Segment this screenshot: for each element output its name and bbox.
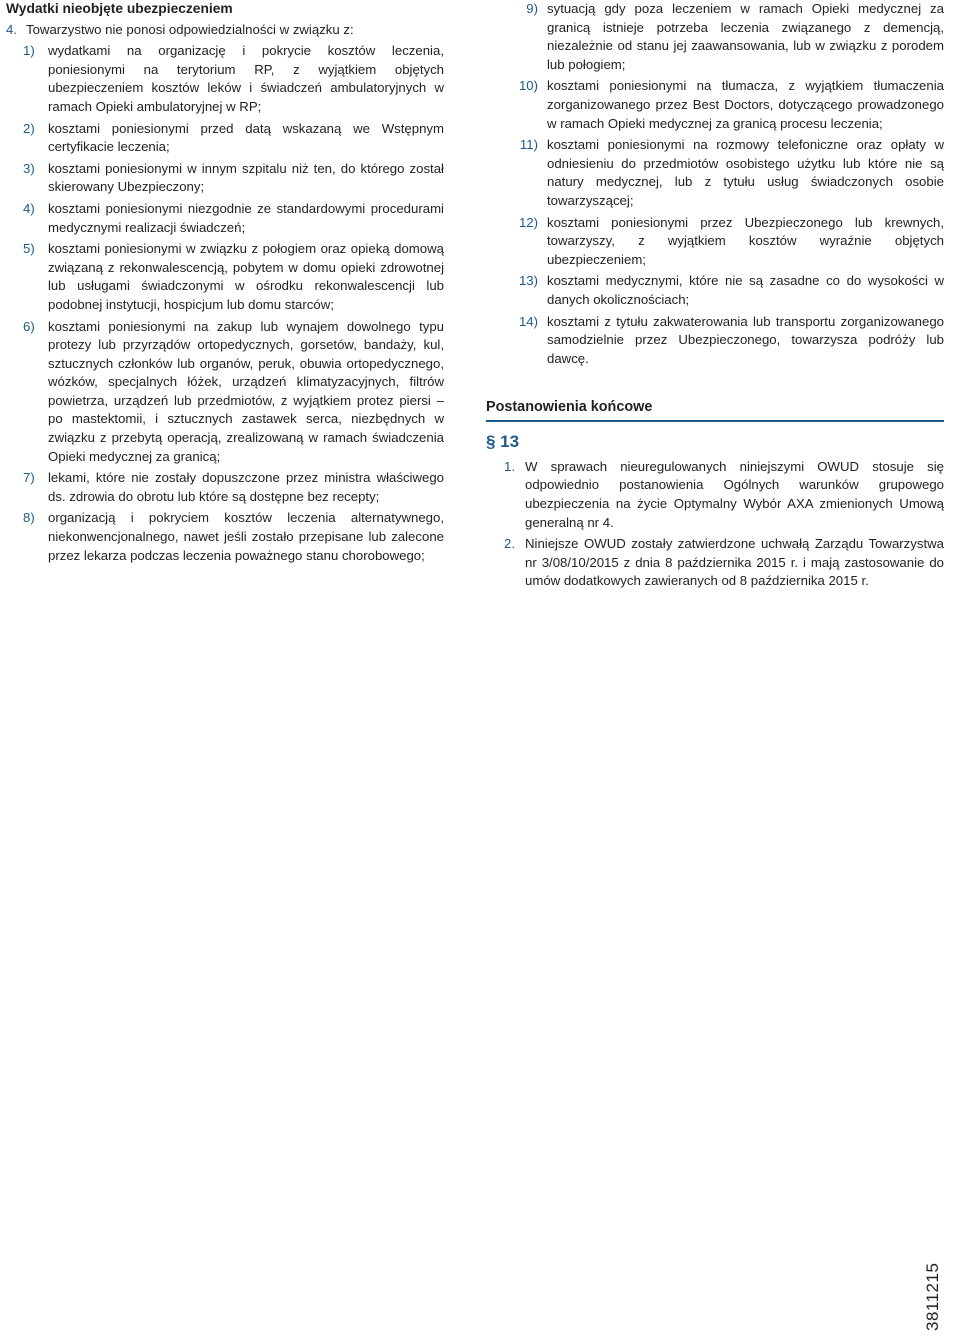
clause-intro	[6, 21, 444, 40]
clause-text: Towarzystwo nie ponosi odpowiedzialności w związku z:	[26, 21, 354, 37]
item-number: 2)	[23, 120, 35, 136]
item-text: kosztami poniesionymi niezgodnie ze standardowymi procedurami medycznymi realizacji świadczeń;	[48, 200, 444, 235]
item-number: 10)	[518, 78, 538, 94]
list-item	[6, 160, 444, 197]
item-text: sytuacją gdy poza leczeniem w ramach Opieki medycznej za granicą istnieje potrzeba leczenia związanego z demencją, niezależnie od stanu jej zaawansowania, lub w związku z porodem lub połogiem;	[547, 1, 944, 72]
item-text: kosztami medycznymi, które nie są zasadne co do wysokości w danych okolicznościach;	[547, 273, 944, 307]
right-column	[486, 0, 944, 591]
list-item	[486, 136, 944, 210]
document-code: 3811215	[923, 1262, 942, 1331]
item-number: 3)	[23, 160, 35, 176]
list-item	[6, 120, 444, 157]
item-text: wydatkami na organizację i pokrycie kosztów leczenia, poniesionymi na terytorium RP, z wyjątkiem objętych ubezpieczeniem kosztów leków i świadczeń ambulatoryjnych w ramach Opieki ambulatoryjnej w RP;	[48, 43, 444, 114]
list-item	[6, 509, 444, 565]
item-text: kosztami poniesionymi przed datą wskazaną we Wstępnym certyfikacie leczenia;	[48, 120, 444, 155]
paragraph-mark: § 13	[486, 431, 520, 451]
item-text: lekami, które nie zostały dopuszczone przez ministra właściwego ds. zdrowia do obrotu lub które są dostępne bez recepty;	[48, 470, 444, 504]
list-item	[486, 0, 944, 74]
item-number: 8)	[23, 510, 35, 526]
left-column	[6, 0, 444, 565]
clause-number: 4.	[6, 21, 17, 37]
section-heading-final-provisions: Postanowienia końcowe	[486, 398, 944, 422]
list-item	[6, 318, 444, 467]
item-text: kosztami z tytułu zakwaterowania lub transportu zorganizowanego samodzielnie przez Ubezpieczonego, towarzysza podróży lub dawcę.	[547, 313, 944, 366]
item-number: 1.	[504, 458, 515, 474]
item-number: 9)	[526, 1, 538, 16]
item-number: 12)	[518, 214, 538, 230]
item-text: kosztami poniesionymi na rozmowy telefoniczne oraz opłaty w odniesieniu do przedmiotów osobistego użytku lub które nie są natury medycznej, lub z tytułu usług świadczonych osobie towarzyszącej;	[547, 137, 944, 208]
item-number: 4)	[23, 200, 35, 216]
list-item	[486, 214, 944, 270]
item-number: 5)	[23, 241, 35, 257]
list-item	[6, 42, 444, 116]
item-number: 7)	[23, 470, 35, 486]
item-text: kosztami poniesionymi w związku z połogiem oraz opieką domową związaną z rekonwalescencją, pobytem w domu opieki zdrowotnej lub usługami świadczonymi w ośrodku rekonwalescencji lub podobnej instytucji, hospicjum lub domu starców;	[48, 241, 444, 312]
item-text: kosztami poniesionymi przez Ubezpieczonego lub krewnych, towarzyszy, z wyjątkiem kosztów wyraźnie objętych ubezpieczeniem;	[547, 214, 944, 267]
item-number: 2.	[504, 536, 515, 552]
item-number: 11)	[519, 137, 538, 153]
list-item	[486, 272, 944, 309]
item-text: kosztami poniesionymi na zakup lub wynajem dowolnego typu protezy lub przyrządów ortopedycznych, gorsetów, bandaży, kul, sztucznych członków lub organów, peruk, obuwia ortopedycznego, wózków, specjalnych łóżek, urządzeń klimatyzacyjnych, filtrów powietrza, urządzeń lub przedmiotów, z wyjątkiem protez piersi – po mastektomii, i sztucznych zastawek serca, niezbędnych w związku z przebytą operacją, zrealizowaną w ramach świadczenia Opieki medycznej za granicą;	[48, 318, 444, 464]
final-provision-item	[486, 535, 944, 591]
item-text: Niniejsze OWUD zostały zatwierdzone uchwałą Zarządu Towarzystwa nr 3/08/10/2015 z dnia 8 października 2015 r. i mają zastosowanie do umów dodatkowych zawieranych od 8 października 2015 r.	[525, 536, 944, 589]
list-item	[6, 469, 444, 506]
section-heading-excluded-expenses: Wydatki nieobjęte ubezpieczeniem	[6, 1, 233, 16]
item-text: organizacją i pokryciem kosztów leczenia alternatywnego, niekonwencjonalnego, nawet jeśli zostało przepisane lub zalecone przez lekarza podczas leczenia poważnego stanu chorobowego;	[48, 510, 444, 563]
final-provision-item	[486, 458, 944, 532]
list-item	[6, 240, 444, 314]
item-text: W sprawach nieuregulowanych niniejszymi OWUD stosuje się odpowiednio postanowienia Ogólnych warunków grupowego ubezpieczenia na życie Optymalny Wybór AXA zmienionych Umową generalną nr 4.	[525, 458, 944, 530]
list-item	[486, 313, 944, 369]
list-item	[6, 200, 444, 237]
item-number: 14)	[518, 313, 538, 329]
item-number: 6)	[23, 318, 35, 334]
list-item	[486, 77, 944, 133]
item-text: kosztami poniesionymi na tłumacza, z wyjątkiem tłumaczenia zorganizowanego przez Best Doctors, dotyczącego prowadzonego w ramach Opieki medycznej za granicą procesu leczenia;	[547, 78, 944, 131]
item-number: 13)	[518, 273, 538, 289]
item-number: 1)	[23, 43, 35, 59]
item-text: kosztami poniesionymi w innym szpitalu niż ten, do którego został skierowany Ubezpieczony;	[48, 160, 444, 195]
